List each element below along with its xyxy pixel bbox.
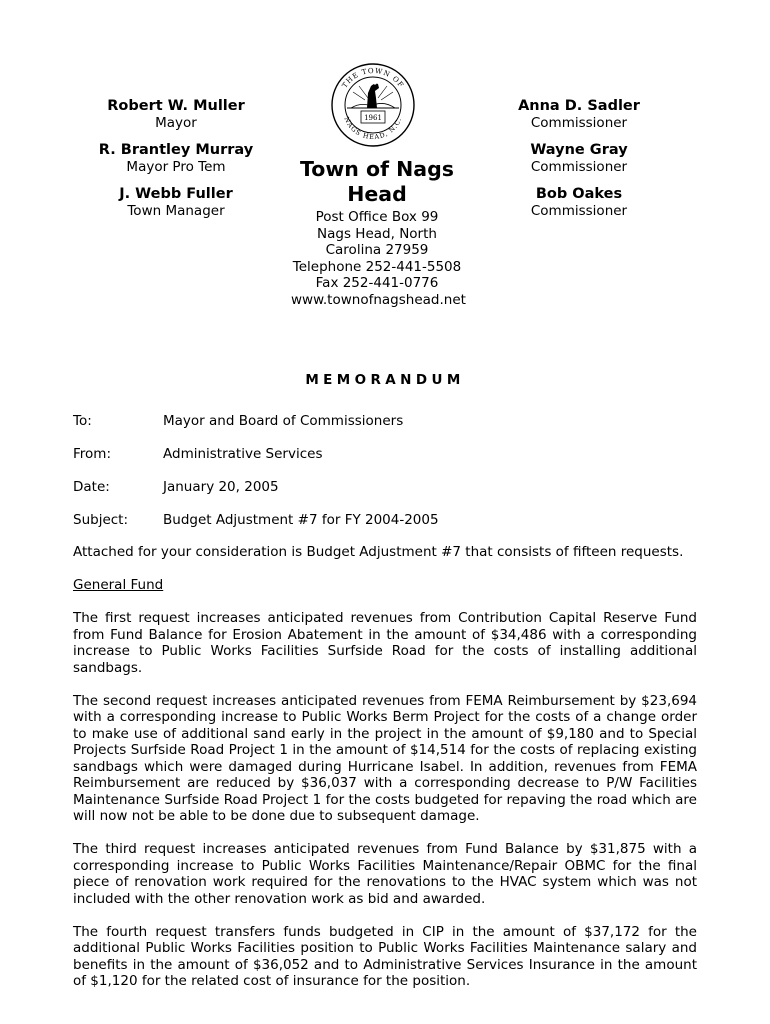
address-city: Nags Head, North Carolina 27959 [317,225,437,258]
official-name: R. Brantley Murray [98,142,254,158]
official-commissioner-1 [479,98,679,131]
official-title: Commissioner [530,159,628,175]
official-title: Mayor Pro Tem [126,159,226,175]
official-name: Bob Oakes [535,186,623,202]
field-label: To: [73,413,92,429]
field-value: Budget Adjustment #7 for FY 2004-2005 [163,512,439,528]
official-commissioner-2 [479,142,679,175]
memo-field-to [73,412,439,445]
official-name: Robert W. Muller [107,98,245,114]
left-officials [76,98,276,230]
address-telephone: Telephone 252-441-5508 [292,258,462,275]
memo-header-fields [73,412,439,544]
paragraph-request-2: The second request increases anticipated revenues from FEMA Reimbursement by $23,694 with a corresponding increase to Public Works Berm Project for the costs of a change order to make use of additional sand early in the project in the amount of $9,180 and to Special Projects Surfside Road Project 1 in the amount of $14,514 for the costs of replacing existing sandbags which were damaged during Hurricane Isabel. In addition, revenues from FEMA Reimbursement are reduced by $36,037 with a corresponding decrease to P/W Facilities Maintenance Surfside Road Project 1 for the costs budgeted for repaving the road which are will now not be able to be done due to subsequent damage. [73,692,697,824]
official-mayor-pro-tem [76,142,276,175]
address-po-box: Post Office Box 99 [315,209,439,225]
town-block [291,157,466,308]
town-seal [331,62,415,148]
official-town-manager [76,186,276,219]
memo-title: MEMORANDUM [305,372,465,388]
field-label: From: [73,446,111,462]
official-mayor [76,98,276,131]
address-fax: Fax 252-441-0776 [315,275,439,291]
right-officials [479,98,679,230]
address-website: www.townofnagshead.net [291,291,466,308]
official-name: Anna D. Sadler [518,98,640,114]
field-label: Date: [73,479,110,495]
memo-body [73,544,697,1006]
field-value: Mayor and Board of Commissioners [163,413,404,429]
official-name: Wayne Gray [530,142,628,158]
official-title: Commissioner [530,115,628,131]
seal-year: 1961 [364,114,382,122]
official-title: Mayor [155,115,197,131]
paragraph-request-3: The third request increases anticipated revenues from Fund Balance by $31,875 with a corresponding increase to Public Works Facilities Maintenance/Repair OBMC for the final piece of renovation work required for the renovations to the HVAC system which was not included with the other renovation work as bid and awarded. [73,841,697,907]
official-title: Commissioner [530,203,628,219]
town-seal-icon [331,62,415,148]
field-label: Subject: [73,512,129,528]
memo-field-subject [73,511,439,544]
paragraph-request-1: The first request increases anticipated revenues from Contribution Capital Reserve Fund from Fund Balance for Erosion Abatement in the amount of $34,486 with a corresponding increase to Public Works Facilities Surfside Road for the costs of installing additional sandbags. [73,610,697,676]
svg-text:THE TOWN OF: THE TOWN OF [340,66,406,90]
town-name: Town of Nags Head [299,157,455,206]
svg-text:NAGS HEAD, N.C.: NAGS HEAD, N.C. [342,115,404,142]
field-value: Administrative Services [163,446,323,462]
intro-paragraph: Attached for your consideration is Budget Adjustment #7 that consists of fifteen requests. [73,544,684,560]
address-block [291,209,466,308]
paragraph-request-4: The fourth request transfers funds budgeted in CIP in the amount of $37,172 for the additional Public Works Facilities position to Public Works Facilities Maintenance salary and benefits in the amount of $36,052 and to Administrative Services Insurance in the amount of $1,120 for the related cost of insurance for the position. [73,923,697,989]
field-value: January 20, 2005 [163,479,279,495]
section-heading-general-fund: General Fund [73,577,164,593]
official-name: J. Webb Fuller [119,186,233,202]
official-commissioner-3 [479,186,679,219]
memo-field-date [73,478,439,511]
memo-field-from [73,445,439,478]
official-title: Town Manager [127,203,225,219]
